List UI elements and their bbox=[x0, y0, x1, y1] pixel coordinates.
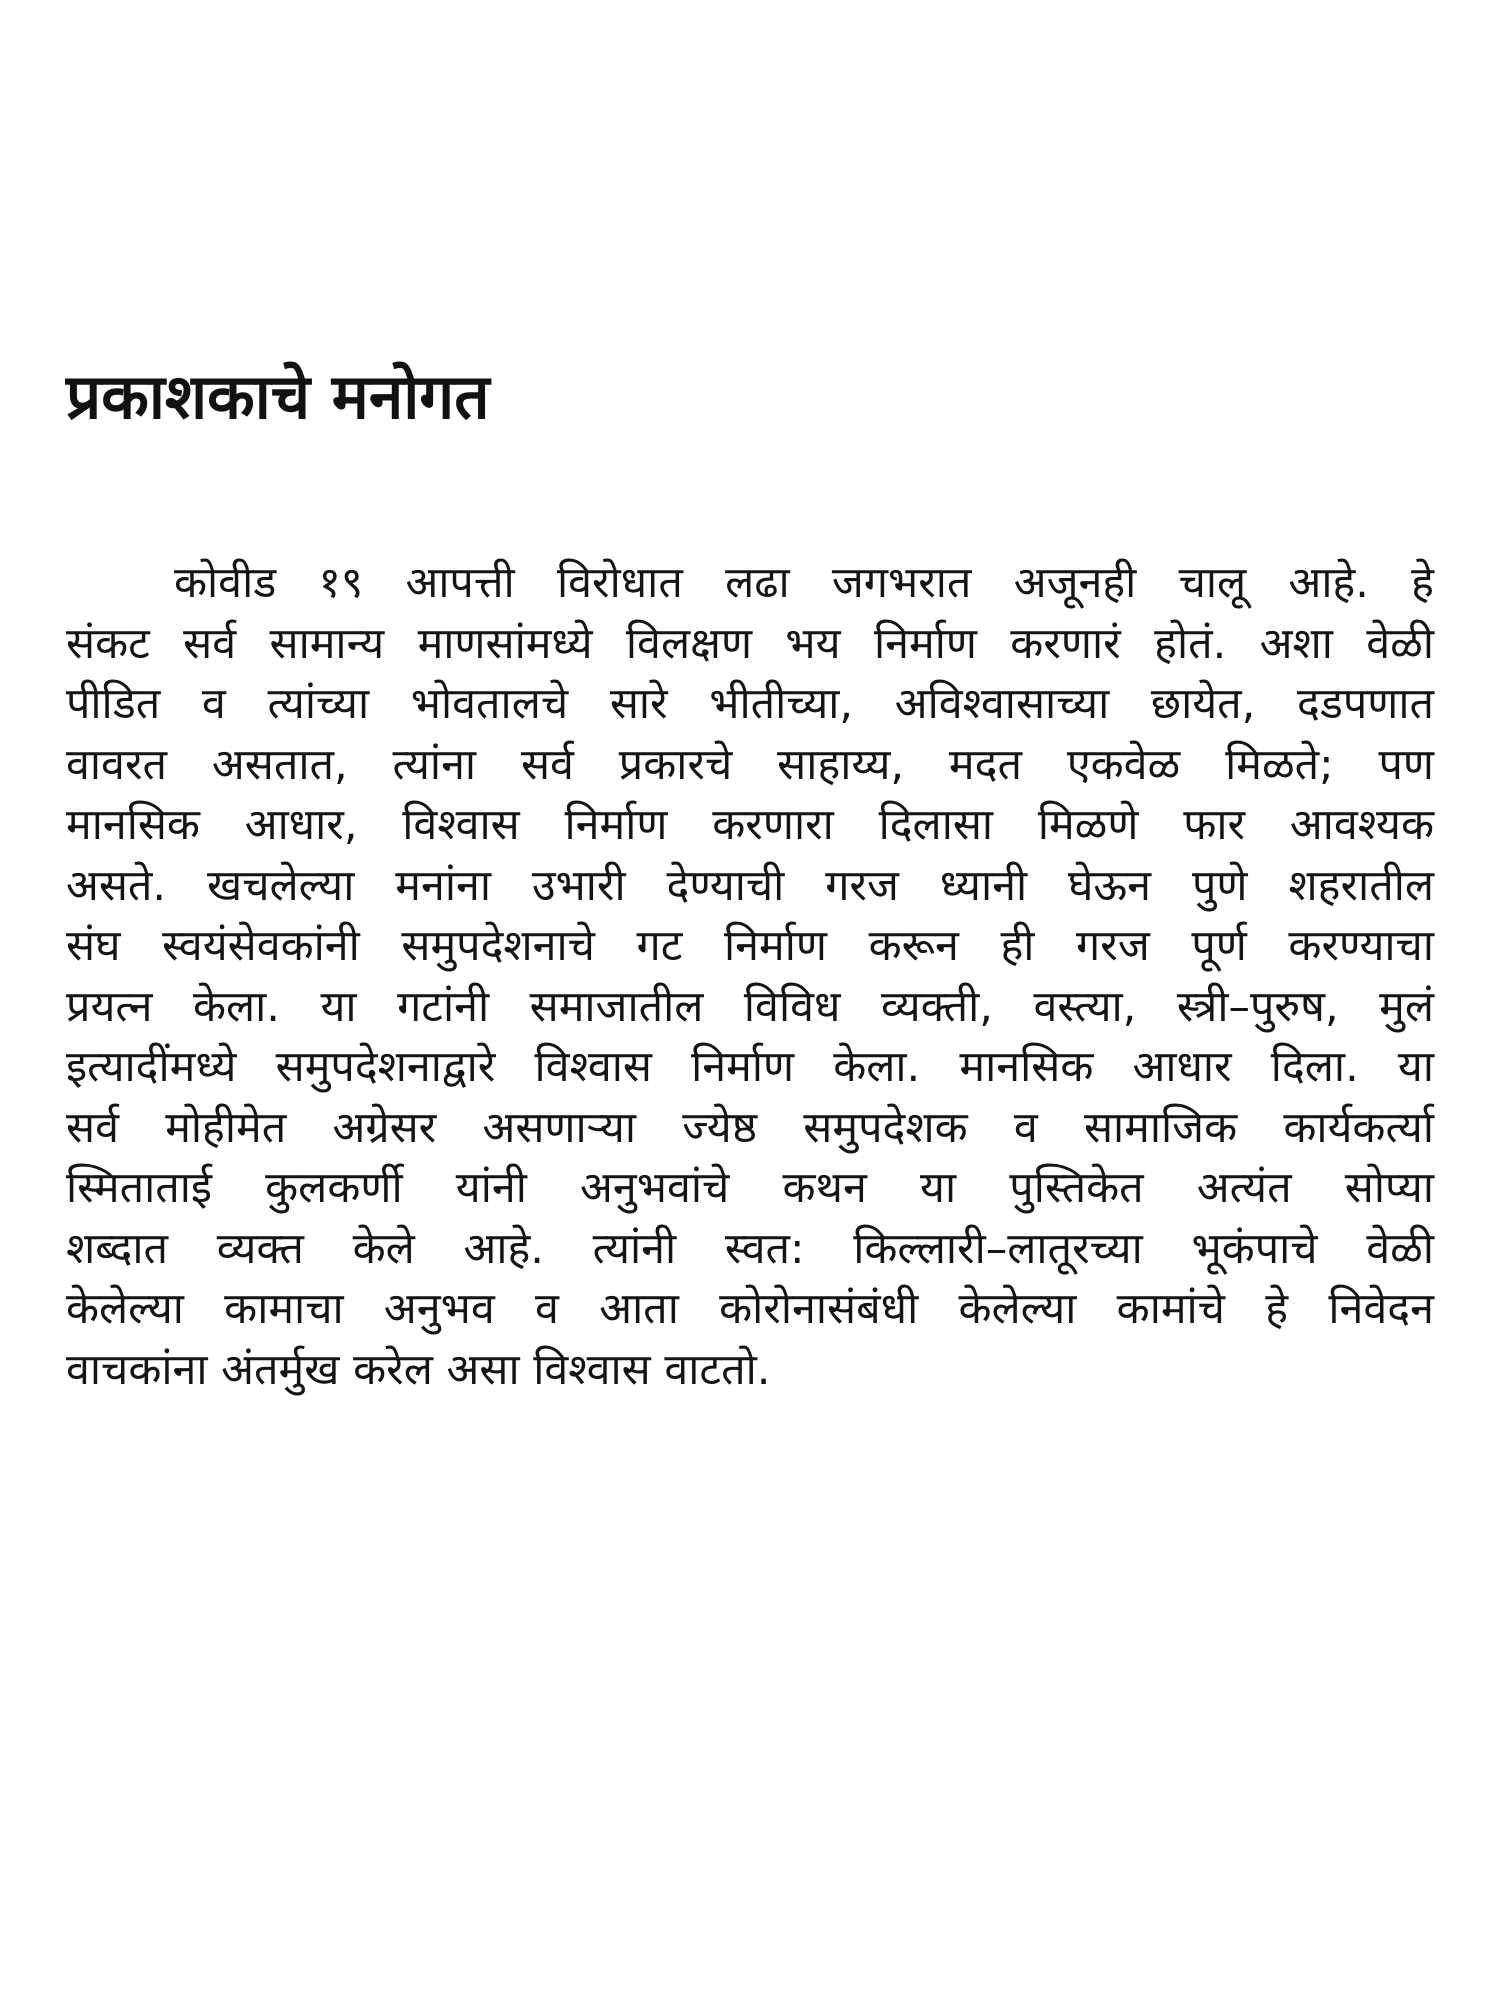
paragraph-line: मानसिक आधार, विश्वास निर्माण करणारा दिलासा मिळणे फार आवश्यक bbox=[66, 800, 1434, 850]
paragraph-line: संकट सर्व सामान्य माणसांमध्ये विलक्षण भय निर्माण करणारं होतं. अशा वेळी bbox=[66, 618, 1434, 669]
paragraph-line: सर्व मोहीमेत अग्रेसर असणाऱ्या ज्येष्ठ समुपदेशक व सामाजिक कार्यकर्त्या bbox=[66, 1102, 1434, 1153]
paragraph-line: वावरत असतात, त्यांना सर्व प्रकारचे साहाय्य, मदत एकवेळ मिळते; पण bbox=[66, 739, 1434, 790]
paragraph-line: पीडित व त्यांच्या भोवतालचे सारे भीतीच्या, अविश्वासाच्या छायेत, दडपणात bbox=[66, 679, 1434, 729]
paragraph-line: वाचकांना अंतर्मुख करेल असा विश्वास वाटतो. bbox=[66, 1344, 771, 1395]
paragraph-line: स्मिताताई कुलकर्णी यांनी अनुभवांचे कथन या पुस्तिकेत अत्यंत सोप्या bbox=[66, 1163, 1434, 1213]
paragraph-line: केलेल्या कामाचा अनुभव व आता कोरोनासंबंधी केलेल्या कामांचे हे निवेदन bbox=[66, 1284, 1434, 1334]
paragraph-line: कोवीड १९ आपत्ती विरोधात लढा जगभरात अजूनही चालू आहे. हे bbox=[174, 558, 1434, 608]
paragraph-line: संघ स्वयंसेवकांनी समुपदेशनाचे गट निर्माण करून ही गरज पूर्ण करण्याचा bbox=[66, 921, 1434, 971]
page-title: प्रकाशकाचे मनोगत bbox=[66, 360, 490, 433]
paragraph-line: शब्दात व्यक्त केले आहे. त्यांनी स्वत: किल्लारी–लातूरच्या भूकंपाचे वेळी bbox=[66, 1223, 1434, 1274]
paragraph-line: इत्यादींमध्ये समुपदेशनाद्वारे विश्वास निर्माण केला. मानसिक आधार दिला. या bbox=[66, 1042, 1434, 1092]
paragraph-line: प्रयत्न केला. या गटांनी समाजातील विविध व्यक्ती, वस्त्या, स्त्री–पुरुष, मुलं bbox=[66, 981, 1434, 1032]
paragraph-line: असते. खचलेल्या मनांना उभारी देण्याची गरज ध्यानी घेऊन पुणे शहरातील bbox=[66, 860, 1434, 911]
body-paragraph bbox=[66, 553, 1434, 1400]
